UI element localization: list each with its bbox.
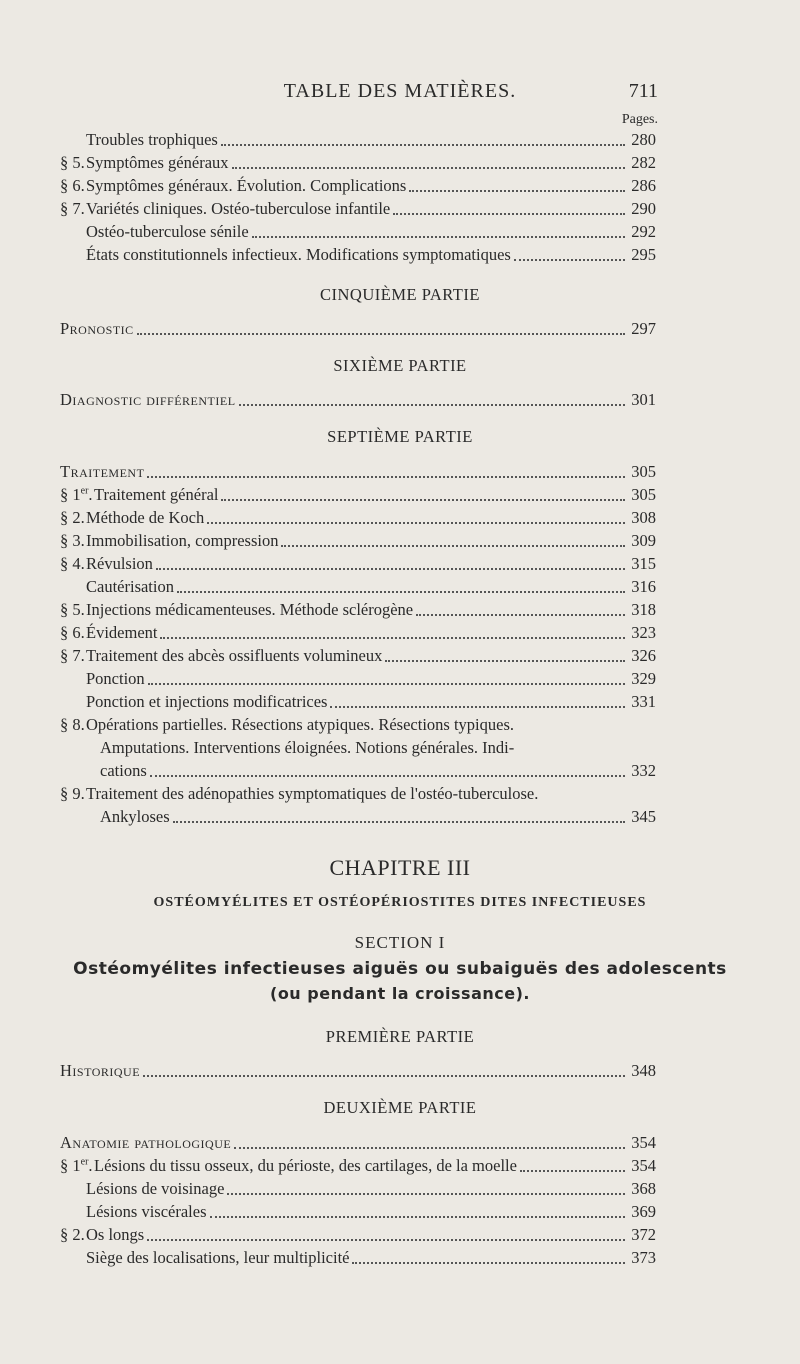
dot-leader	[148, 671, 625, 685]
toc-entry-page: 308	[631, 508, 656, 527]
running-head	[0, 80, 800, 108]
toc-entry-page: 305	[631, 485, 656, 504]
dot-leader	[416, 602, 625, 616]
toc-entry	[60, 692, 656, 714]
toc-entry-title: Traitement des adénopathies symptomatiques de l'ostéo-tuberculose.	[86, 784, 539, 803]
toc-entry-title: Diagnostic différentiel	[60, 390, 236, 409]
toc-entry-page: 286	[631, 176, 656, 195]
toc-entry	[60, 623, 656, 645]
toc-entry-title: Traitement des abcès ossifluents volumineux	[86, 646, 383, 665]
toc-entry-title: cations	[100, 761, 147, 780]
toc-entry-title: Cautérisation	[86, 577, 174, 596]
toc-entry	[60, 130, 656, 152]
dot-leader	[221, 132, 625, 146]
section-number: § 2.	[60, 508, 85, 527]
toc-entry	[60, 577, 656, 599]
dot-leader	[234, 1135, 625, 1149]
part-heading: DEUXIÈME PARTIE	[323, 1098, 477, 1117]
section-number: § 5.	[60, 600, 85, 619]
toc-entry	[60, 600, 656, 622]
toc-entry	[60, 715, 656, 737]
toc-entry-title: Os longs	[86, 1225, 145, 1244]
toc-entry	[60, 222, 656, 244]
toc-entry	[60, 319, 656, 341]
toc-entry-title: Anatomie pathologique	[60, 1133, 232, 1152]
toc-entry	[60, 1225, 656, 1247]
section-number: § 6.	[60, 623, 85, 642]
toc-entry-title: Ponction	[86, 669, 145, 688]
section-number: § 7.	[60, 199, 85, 218]
toc-entry-title: Variétés cliniques. Ostéo-tuberculose infantile	[86, 199, 391, 218]
toc-entry	[60, 245, 656, 267]
part-heading: SEPTIÈME PARTIE	[327, 427, 473, 446]
dot-leader	[252, 224, 625, 238]
section-title: SECTION I	[354, 933, 446, 952]
pages-column-label: Pages.	[621, 112, 658, 127]
part-heading: PREMIÈRE PARTIE	[325, 1027, 475, 1046]
toc-entry	[60, 531, 656, 553]
toc-entry	[60, 669, 656, 691]
toc-entry	[60, 153, 656, 175]
dot-leader	[147, 1227, 625, 1241]
toc-entry-title: Traitement général	[94, 485, 219, 504]
part-heading: SIXIÈME PARTIE	[333, 356, 467, 375]
section-number: § 8.	[60, 715, 85, 734]
dot-leader	[330, 694, 625, 708]
toc-entry-title: Historique	[60, 1061, 141, 1080]
section-number: § 2.	[60, 1225, 85, 1244]
dot-leader	[232, 155, 625, 169]
toc-entry-page: 332	[631, 761, 656, 780]
dot-leader	[147, 464, 625, 478]
toc-entry-title: Évidement	[86, 623, 158, 642]
toc-entry-title: Amputations. Interventions éloignées. Notions générales. Indi-	[100, 738, 515, 757]
part-heading: CINQUIÈME PARTIE	[320, 285, 480, 304]
toc-entry-page: 316	[631, 577, 656, 596]
toc-entry-page: 295	[631, 245, 656, 264]
toc-entry-page: 282	[631, 153, 656, 172]
dot-leader	[227, 1181, 625, 1195]
section-number: § 5.	[60, 153, 85, 172]
toc-entry-page: 301	[631, 390, 656, 409]
toc-entry-page: 354	[631, 1133, 656, 1152]
toc-entry	[60, 1202, 656, 1224]
toc-entry-page: 326	[631, 646, 656, 665]
toc-entry-title: Symptômes généraux. Évolution. Complications	[86, 176, 407, 195]
dot-leader	[409, 178, 625, 192]
toc-entry	[60, 1156, 656, 1178]
toc-entry-page: 305	[631, 462, 656, 481]
toc-entry-page: 354	[631, 1156, 656, 1175]
toc-entry-continuation	[60, 738, 656, 760]
toc-entry	[60, 462, 656, 484]
section-bold-title: Ostéomyélites infectieuses aiguës ou subaiguës des adolescents	[73, 959, 727, 979]
toc-entry-title: Révulsion	[86, 554, 153, 573]
toc-entry-title: Méthode de Koch	[86, 508, 205, 527]
toc-entry-title: Traitement	[60, 462, 145, 481]
section-number: § 1er.	[60, 1156, 93, 1175]
dot-leader	[173, 809, 625, 823]
toc-entry	[60, 508, 656, 530]
toc-entry	[60, 554, 656, 576]
toc-entry	[60, 1133, 656, 1155]
toc-entry-page: 372	[631, 1225, 656, 1244]
toc-entry-title: Ankyloses	[100, 807, 170, 826]
section-number: § 3.	[60, 531, 85, 550]
toc-entry-page: 292	[631, 222, 656, 241]
dot-leader	[137, 321, 625, 335]
dot-leader	[150, 763, 625, 777]
toc-entry	[60, 1248, 656, 1270]
toc-entry-title: Lésions du tissu osseux, du périoste, des cartilages, de la moelle	[94, 1156, 517, 1175]
dot-leader	[385, 648, 625, 662]
toc-entry-title: Opérations partielles. Résections atypiques. Résections typiques.	[86, 715, 514, 734]
dot-leader	[156, 556, 625, 570]
toc-entry-continuation	[60, 807, 656, 829]
dot-leader	[239, 392, 625, 406]
toc-entry-page: 373	[631, 1248, 656, 1267]
dot-leader	[352, 1250, 625, 1264]
toc-entry	[60, 784, 656, 806]
toc-entry-page: 323	[631, 623, 656, 642]
toc-entry-title: Injections médicamenteuses. Méthode sclérogène	[86, 600, 414, 619]
toc-entry-page: 329	[631, 669, 656, 688]
toc-entry	[60, 646, 656, 668]
dot-leader	[281, 533, 625, 547]
toc-entry-title: Ostéo-tuberculose sénile	[86, 222, 249, 241]
toc-entry-page: 348	[631, 1061, 656, 1080]
section-number: § 1er.	[60, 485, 93, 504]
dot-leader	[520, 1158, 625, 1172]
section-bold-subtitle: (ou pendant la croissance).	[270, 984, 530, 1003]
toc-entry	[60, 1179, 656, 1201]
toc-entry	[60, 485, 656, 507]
toc-entry-title: Immobilisation, compression	[86, 531, 279, 550]
dot-leader	[160, 625, 625, 639]
toc-entry-title: Lésions de voisinage	[86, 1179, 225, 1198]
dot-leader	[143, 1063, 625, 1077]
dot-leader	[393, 201, 625, 215]
toc-entry-title: Pronostic	[60, 319, 134, 338]
chapter-title: CHAPITRE III	[329, 855, 471, 880]
section-number: § 9.	[60, 784, 85, 803]
toc-entry	[60, 390, 656, 412]
toc-entry-page: 315	[631, 554, 656, 573]
toc-entry-title: Siège des localisations, leur multiplicité	[86, 1248, 350, 1267]
toc-entry-page: 318	[631, 600, 656, 619]
toc-entry	[60, 176, 656, 198]
toc-entry-title: États constitutionnels infectieux. Modifications symptomatiques	[86, 245, 511, 264]
toc-entry-page: 345	[631, 807, 656, 826]
page-title: TABLE DES MATIÈRES.	[283, 80, 517, 102]
toc-entry-page: 369	[631, 1202, 656, 1221]
dot-leader	[177, 579, 625, 593]
toc-entry-title: Troubles trophiques	[86, 130, 218, 149]
toc-entry-continuation	[60, 761, 656, 783]
toc-entry-page: 280	[631, 130, 656, 149]
dot-leader	[207, 510, 625, 524]
toc-entry-page: 331	[631, 692, 656, 711]
toc-entry-page: 290	[631, 199, 656, 218]
dot-leader	[221, 487, 625, 501]
section-number: § 7.	[60, 646, 85, 665]
toc-entry-title: Lésions viscérales	[86, 1202, 207, 1221]
chapter-subtitle: OSTÉOMYÉLITES ET OSTÉOPÉRIOSTITES DITES INFECTIEUSES	[153, 895, 647, 910]
dot-leader	[514, 247, 625, 261]
toc-entry-page: 309	[631, 531, 656, 550]
page-number: 711	[628, 80, 658, 102]
toc-entry-page: 297	[631, 319, 656, 338]
dot-leader	[210, 1204, 625, 1218]
toc-entry	[60, 1061, 656, 1083]
toc-entry	[60, 199, 656, 221]
toc-entry-title: Ponction et injections modificatrices	[86, 692, 328, 711]
section-number: § 6.	[60, 176, 85, 195]
toc-entry-page: 368	[631, 1179, 656, 1198]
toc-entry-title: Symptômes généraux	[86, 153, 229, 172]
section-number: § 4.	[60, 554, 85, 573]
